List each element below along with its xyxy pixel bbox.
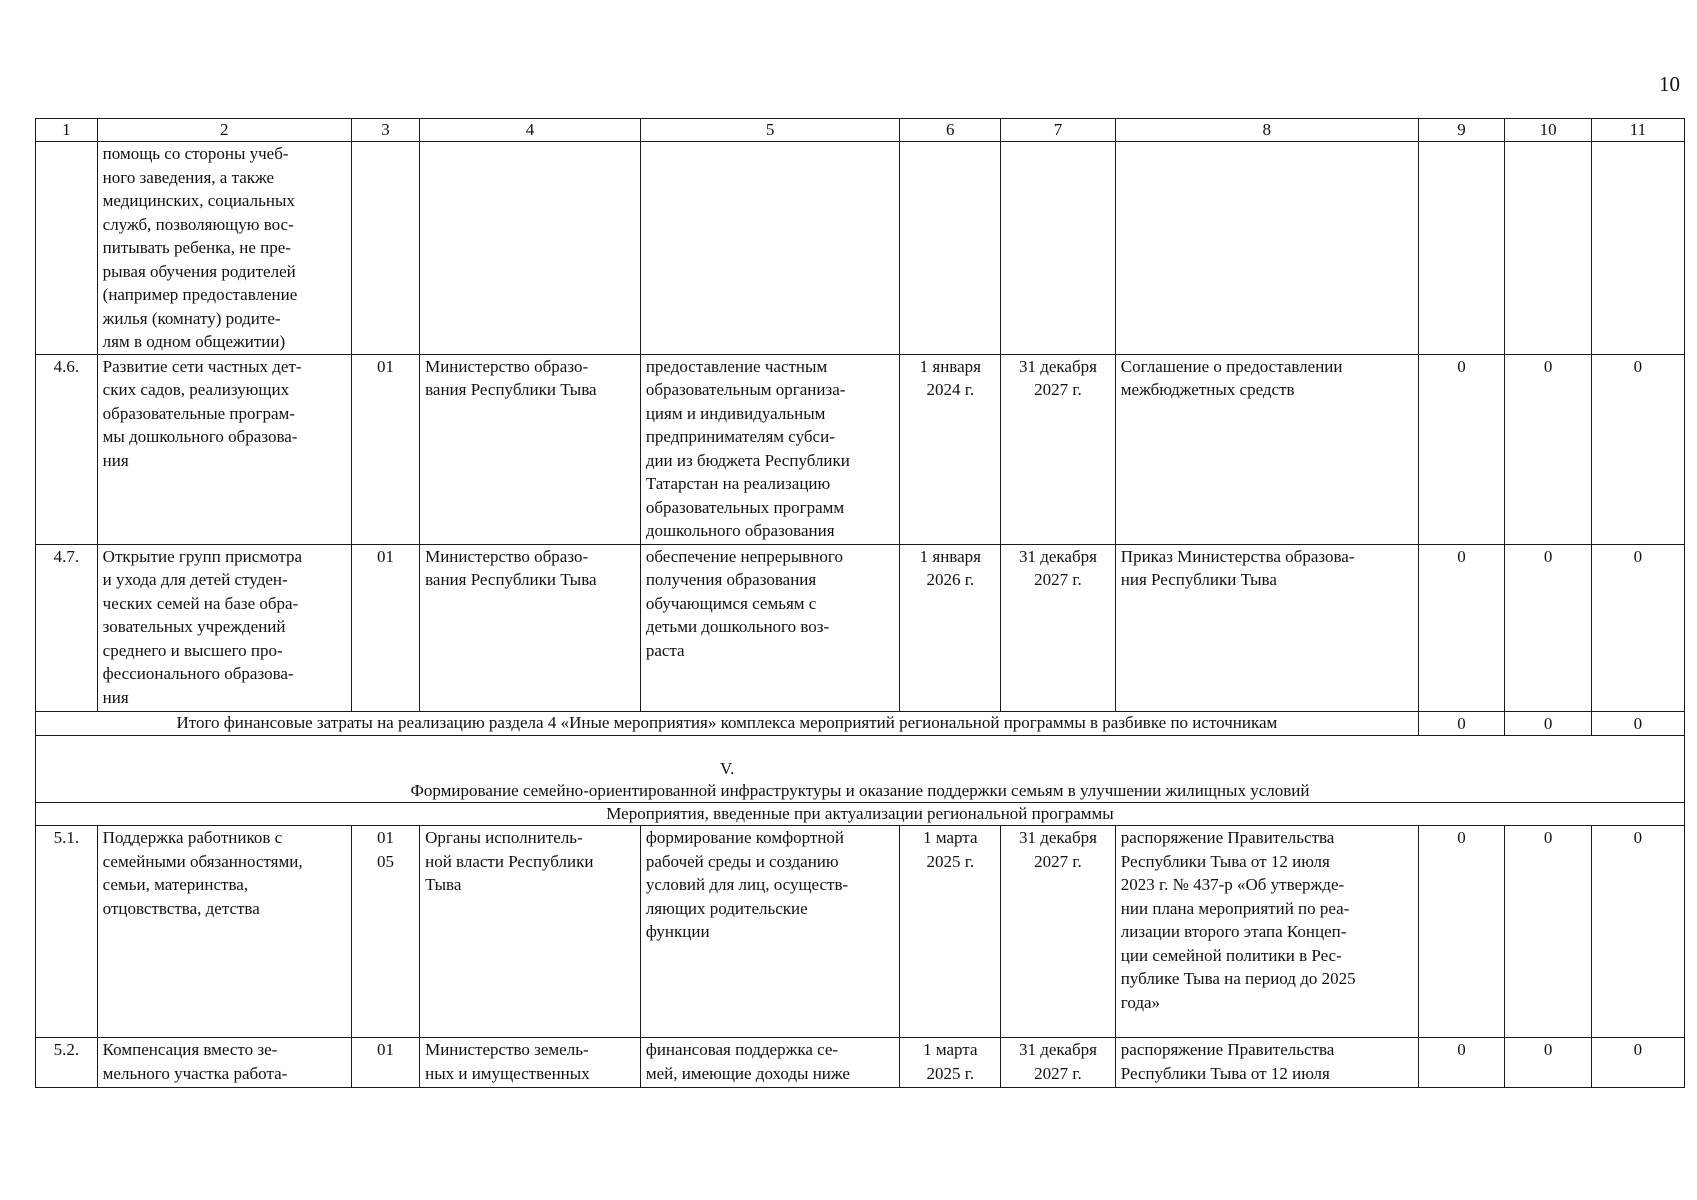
empty-cell [1001, 142, 1116, 355]
end-date: 31 декабря 2027 г. [1001, 1038, 1116, 1088]
row-number: 4.6. [36, 354, 98, 544]
section-heading [36, 736, 1685, 803]
column-header: 2 [97, 119, 351, 142]
basis-document: Приказ Министерства образова- ния Республики Тыва [1115, 544, 1418, 711]
expected-result: предоставление частным образовательным организа- циям и индивидуальным предпринимателям субси- дии из бюджета Республики Татарстан на реализацию образовательных программ дошкольного образования [640, 354, 900, 544]
executor: Министерство земель- ных и имущественных [420, 1038, 641, 1088]
source-code: 01 [351, 544, 419, 711]
source-code: 01 [351, 1038, 419, 1088]
amount-col11: 0 [1591, 1038, 1684, 1088]
executor: Министерство образо- вания Республики Тыва [420, 544, 641, 711]
empty-cell [640, 142, 900, 355]
amount-col9: 0 [1418, 1038, 1505, 1088]
column-header: 10 [1505, 119, 1592, 142]
column-header: 6 [900, 119, 1001, 142]
measure-name: Открытие групп присмотра и ухода для детей студен- ческих семей на базе обра- зовательных учреждений среднего и высшего про- фессионального образова- ния [97, 544, 351, 711]
end-date: 31 декабря 2027 г. [1001, 826, 1116, 1038]
amount-col11: 0 [1591, 544, 1684, 711]
total-col9: 0 [1418, 711, 1505, 736]
source-code: 01 05 [351, 826, 419, 1038]
amount-col11: 0 [1591, 354, 1684, 544]
expected-result: обеспечение непрерывного получения образования обучающимся семьям с детьми дошкольного воз- раста [640, 544, 900, 711]
amount-col9: 0 [1418, 544, 1505, 711]
basis-document: распоряжение Правительства Республики Тыва от 12 июля 2023 г. № 437-р «Об утвержде- нии плана мероприятий по реа- лизации второго этапа Концеп- ции семейной политики в Рес- публике Тыва на период до 2025 года» [1115, 826, 1418, 1038]
column-header: 8 [1115, 119, 1418, 142]
total-col11: 0 [1591, 711, 1684, 736]
empty-cell [900, 142, 1001, 355]
section-title: Формирование семейно-ориентированной инфраструктуры и оказание поддержки семьям в улучшении жилищных условий [410, 781, 1310, 800]
table-row [36, 354, 1685, 544]
empty-cell [351, 142, 419, 355]
page-number: 10 [1659, 72, 1680, 96]
table-row [36, 826, 1685, 1038]
amount-col10: 0 [1505, 354, 1592, 544]
start-date: 1 марта 2025 г. [900, 1038, 1001, 1088]
column-header: 3 [351, 119, 419, 142]
measure-name: помощь со стороны учеб- ного заведения, а также медицинских, социальных служб, позволяющую вос- питывать ребенка, не пре- рывая обучения родителей (например предоставление жилья (комнату) родите- лям в одном общежитии) [97, 142, 351, 355]
column-header: 5 [640, 119, 900, 142]
subsection-heading-row [36, 803, 1685, 826]
start-date: 1 марта 2025 г. [900, 826, 1001, 1038]
section-heading-row [36, 736, 1685, 803]
column-header: 11 [1591, 119, 1684, 142]
total-label: Итого финансовые затраты на реализацию раздела 4 «Иные мероприятия» комплекса мероприятий региональной программы в разбивке по источникам [36, 711, 1419, 736]
empty-cell [1115, 142, 1418, 355]
end-date: 31 декабря 2027 г. [1001, 354, 1116, 544]
amount-col11: 0 [1591, 826, 1684, 1038]
subsection-heading: Мероприятия, введенные при актуализации региональной программы [36, 803, 1685, 826]
source-code: 01 [351, 354, 419, 544]
executor: Министерство образо- вания Республики Тыва [420, 354, 641, 544]
section-numeral: V. [720, 759, 735, 778]
empty-cell [1418, 142, 1505, 355]
empty-cell [420, 142, 641, 355]
table-row-continuation [36, 142, 1685, 355]
start-date: 1 января 2026 г. [900, 544, 1001, 711]
expected-result: формирование комфортной рабочей среды и созданию условий для лиц, осуществ- ляющих родительские функции [640, 826, 900, 1038]
column-header: 7 [1001, 119, 1116, 142]
column-header: 9 [1418, 119, 1505, 142]
executor: Органы исполнитель- ной власти Республики Тыва [420, 826, 641, 1038]
table-row [36, 544, 1685, 711]
measure-name: Развитие сети частных дет- ских садов, реализующих образовательные програм- мы дошкольного образова- ния [97, 354, 351, 544]
expected-result: финансовая поддержка се- мей, имеющие доходы ниже [640, 1038, 900, 1088]
row-number: 4.7. [36, 544, 98, 711]
total-row [36, 711, 1685, 736]
amount-col9: 0 [1418, 354, 1505, 544]
basis-document: распоряжение Правительства Республики Тыва от 12 июля [1115, 1038, 1418, 1088]
amount-col10: 0 [1505, 544, 1592, 711]
header-row [36, 119, 1685, 142]
column-header: 4 [420, 119, 641, 142]
table-row [36, 1038, 1685, 1088]
program-table [35, 118, 1685, 1088]
total-col10: 0 [1505, 711, 1592, 736]
amount-col10: 0 [1505, 1038, 1592, 1088]
empty-cell [1591, 142, 1684, 355]
row-number: 5.2. [36, 1038, 98, 1088]
start-date: 1 января 2024 г. [900, 354, 1001, 544]
row-number [36, 142, 98, 355]
amount-col9: 0 [1418, 826, 1505, 1038]
amount-col10: 0 [1505, 826, 1592, 1038]
empty-cell [1505, 142, 1592, 355]
measure-name: Поддержка работников с семейными обязанностями, семьи, материнства, отцовствства, детства [97, 826, 351, 1038]
basis-document: Соглашение о предоставлении межбюджетных средств [1115, 354, 1418, 544]
end-date: 31 декабря 2027 г. [1001, 544, 1116, 711]
column-header: 1 [36, 119, 98, 142]
measure-name: Компенсация вместо зе- мельного участка работа- [97, 1038, 351, 1088]
row-number: 5.1. [36, 826, 98, 1038]
